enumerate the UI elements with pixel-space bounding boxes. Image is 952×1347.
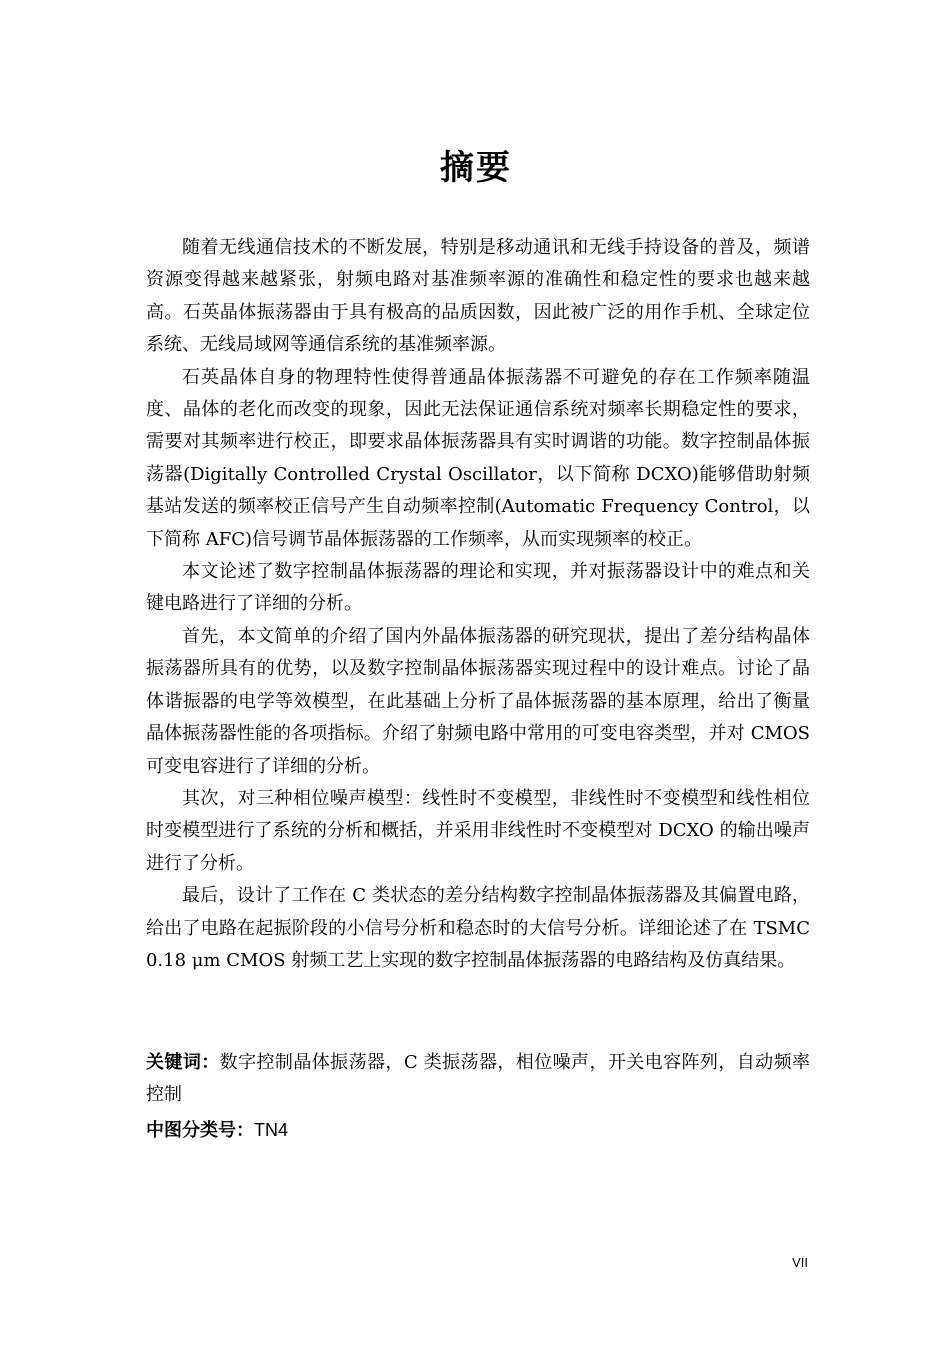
classification-line <box>146 1114 810 1147</box>
classification-label: 中图分类号： <box>146 1119 254 1141</box>
abstract-paragraph: 最后，设计了工作在 C 类状态的差分结构数字控制晶体振荡器及其偏置电路，给出了电路在起振阶段的小信号分析和稳态时的大信号分析。详细论述了在 TSMC 0.18 μm CMOS 射频工艺上实现的数字控制晶体振荡器的电路结构及仿真结果。 <box>146 885 810 971</box>
abstract-paragraph: 随着无线通信技术的不断发展，特别是移动通讯和无线手持设备的普及，频谱资源变得越来越紧张，射频电路对基准频率源的准确性和稳定性的要求也越来越高。石英晶体振荡器由于具有极高的品质因数，因此被广泛的用作手机、全球定位系统、无线局域网等通信系统的基准频率源。 <box>146 237 810 356</box>
classification-value: TN4 <box>254 1119 289 1140</box>
keywords-label: 关键词： <box>146 1052 220 1073</box>
page-title: 摘要 <box>440 148 512 188</box>
abstract-paragraph: 其次，对三种相位噪声模型：线性时不变模型，非线性时不变模型和线性相位时变模型进行了系统的分析和概括，并采用非线性时不变模型对 DCXO 的输出噪声进行了分析。 <box>146 787 810 874</box>
abstract-paragraph: 首先，本文简单的介绍了国内外晶体振荡器的研究现状，提出了差分结构晶体振荡器所具有的优势，以及数字控制晶体振荡器实现过程中的设计难点。讨论了晶体谐振器的电学等效模型，在此基础上分析了晶体振荡器的基本原理，给出了衡量晶体振荡器性能的各项指标。介绍了射频电路中常用的可变电容类型，并对 CMOS 可变电容进行了详细的分析。 <box>146 625 810 777</box>
abstract-body <box>146 232 810 977</box>
abstract-paragraph: 石英晶体自身的物理特性使得普通晶体振荡器不可避免的存在工作频率随温度、晶体的老化而改变的现象，因此无法保证通信系统对频率长期稳定性的要求，需要对其频率进行校正，即要求晶体振荡器具有实时调谐的功能。数字控制晶体振荡器(Digitally Controlled Crystal Oscillator，以下简称 DCXO)能够借助射频基站发送的频率校正信号产生自动频率控制(Automatic Frequency Control，以下简称 AFC)信号调节晶体振荡器的工作频率，从而实现频率的校正。 <box>146 366 810 550</box>
abstract-paragraph: 本文论述了数字控制晶体振荡器的理论和实现，并对振荡器设计中的难点和关键电路进行了详细的分析。 <box>146 561 810 615</box>
keywords-section <box>146 1047 810 1147</box>
keywords-text: 数字控制晶体振荡器，C 类振荡器，相位噪声，开关电容阵列，自动频率控制 <box>146 1052 811 1106</box>
page-number: VII <box>792 1255 808 1270</box>
keywords-line <box>146 1047 810 1112</box>
